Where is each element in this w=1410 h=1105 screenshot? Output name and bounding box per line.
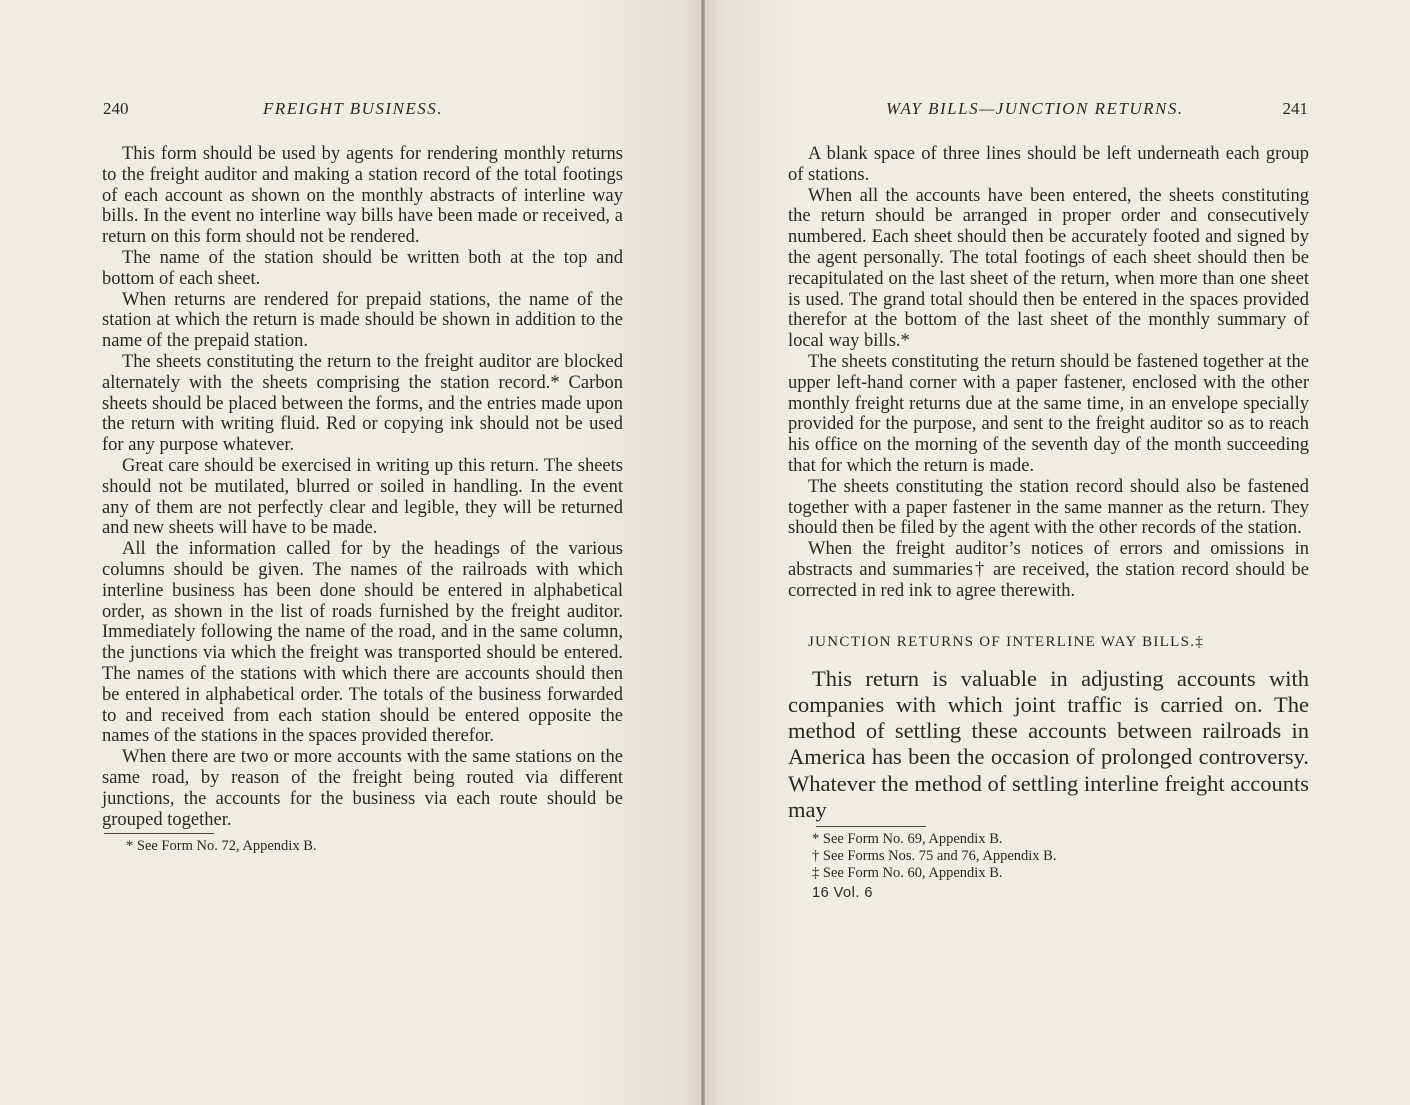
left-paragraph: The sheets constituting the return to the freight auditor are blocked alternately with the sheets comprising the station record.* Carbon sheets should be placed between the forms, and the entries made upon the return with writing fluid. Red or copying ink should not be used for any purpose whatever. <box>102 351 623 456</box>
left-text-column <box>102 144 623 855</box>
right-page-header <box>808 96 1308 122</box>
left-page <box>0 0 703 1105</box>
right-page-number: 241 <box>1282 99 1308 118</box>
footnote-rule <box>104 833 214 834</box>
right-paragraph: When all the accounts have been entered, the sheets constituting the return should be arranged in proper order and consecutively numbered. Each sheet should then be accurately footed and signed by the agent personally. The total footings of each sheet should then be recapitulated on the last sheet of the return, when more than one sheet is used. The grand total should then be entered in the spaces provided therefor at the bottom of the last sheet of the monthly summary of local way bills.* <box>788 185 1309 352</box>
left-footnotes <box>102 838 623 855</box>
left-running-head: FREIGHT BUSINESS. <box>263 99 444 118</box>
footnote: * See Form No. 69, Appendix B. <box>812 831 1003 848</box>
section-heading: JUNCTION RETURNS OF INTERLINE WAY BILLS.‡ <box>808 633 1205 650</box>
left-paragraph: When there are two or more accounts with the same stations on the same road, by reason of the freight being routed via different junctions, the accounts for the business via each route should be grouped together. <box>102 747 623 830</box>
footnote-rule <box>816 826 926 827</box>
left-paragraph: This form should be used by agents for rendering monthly returns to the freight auditor and making a station record of the total footings of each account as shown on the monthly abstracts of interline way bills. In the event no interline way bills have been made or received, a return on this form should not be rendered. <box>102 144 623 248</box>
book-gutter <box>701 0 705 1105</box>
right-running-head: WAY BILLS—JUNCTION RETURNS. <box>886 99 1184 118</box>
left-page-number: 240 <box>103 99 129 118</box>
left-page-header <box>103 96 623 122</box>
footnote: * See Form No. 72, Appendix B. <box>126 838 317 855</box>
right-paragraph: When the freight auditor’s notices of errors and omissions in abstracts and summaries† are received, the station record should be corrected in red ink to agree therewith. <box>788 539 1309 601</box>
footnote: ‡ See Form No. 60, Appendix B. <box>812 865 1003 882</box>
right-paragraph: The sheets constituting the return should be fastened together at the upper left-hand corner with a paper fastener, enclosed with the other monthly freight returns due at the same time, in an envelope specially provided for the purpose, and sent to the freight auditor so as to reach his office on the morning of the seventh day of the month succeeding that for which the return is made. <box>788 351 1309 476</box>
left-paragraph: All the information called for by the headings of the various columns should be given. The names of the railroads with which interline business has been done should be entered in alphabetical order, as shown in the list of roads furnished by the freight auditor. Immediately following the name of the road, and in the same column, the junctions via which the freight was transported should be entered. The names of the stations with which there are accounts should then be entered in alphabetical order. The totals of the business forwarded to and received from each station should be entered opposite the names of the stations in the spaces provided therefor. <box>102 539 623 747</box>
left-paragraph: Great care should be exercised in writing up this return. The sheets should not be mutilated, blurred or soiled in handling. In the event any of them are not perfectly clear and legible, they will be returned and new sheets will have to be made. <box>102 455 623 539</box>
right-paragraph: A blank space of three lines should be left underneath each group of stations. <box>788 144 1309 185</box>
section-paragraph: This return is valuable in adjusting accounts with companies with which joint traffic is carried on. The method of settling these accounts between railroads in America has been the occasion of prolonged controversy. Whatever the method of settling interline freight accounts may <box>788 665 1309 823</box>
right-paragraph: The sheets constituting the station record should also be fastened together with a paper fastener in the same manner as the return. They should then be filed by the agent with the other records of the station. <box>788 476 1309 539</box>
left-paragraph: When returns are rendered for prepaid stations, the name of the station at which the return is made should be shown in addition to the name of the prepaid station. <box>102 289 623 352</box>
footnote: † See Forms Nos. 75 and 76, Appendix B. <box>812 848 1057 865</box>
left-paragraph: The name of the station should be written both at the top and bottom of each sheet. <box>102 247 623 289</box>
right-footnotes <box>788 831 1309 902</box>
right-text-column <box>788 144 1309 902</box>
signature-mark: 16 Vol. 6 <box>812 885 873 902</box>
